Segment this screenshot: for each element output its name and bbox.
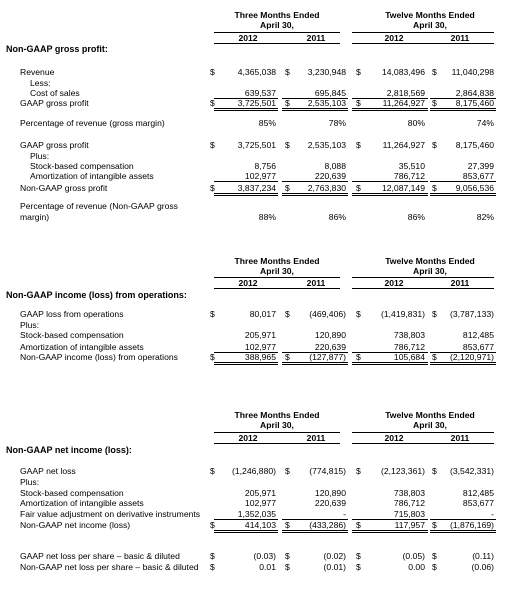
row-label: Plus: (20, 477, 40, 487)
row-label: margin) (20, 212, 50, 222)
header-rule (214, 443, 340, 444)
cell-value: (0.01) (323, 562, 346, 572)
cell-value: (3,542,331) (450, 466, 494, 476)
cell-value: 205,971 (244, 488, 276, 498)
cell-value: 86% (407, 212, 425, 222)
year-2012-header: 2012 (238, 278, 258, 288)
currency-symbol: $ (356, 551, 361, 561)
cell-value: 117,957 (394, 520, 425, 530)
currency-symbol: $ (285, 551, 290, 561)
row-label: Stock-based compensation (20, 488, 124, 498)
row-label: Percentage of revenue (Non-GAAP gross (20, 201, 178, 211)
row-label: GAAP loss from operations (20, 309, 124, 319)
currency-symbol: $ (285, 67, 290, 77)
row-label: Stock-based compensation (20, 330, 124, 340)
total-double-rule (214, 530, 278, 533)
row-label: Plus: (20, 320, 40, 330)
total-double-rule (430, 530, 496, 533)
cell-value: 11,264,927 (382, 98, 425, 108)
cell-value: 2,763,830 (307, 183, 346, 193)
row-label: GAAP gross profit (20, 98, 89, 108)
cell-value: 78% (328, 118, 346, 128)
currency-symbol: $ (210, 309, 215, 319)
year-2012-header: 2012 (384, 278, 404, 288)
header-rule (214, 43, 340, 44)
cell-value: - (491, 509, 494, 519)
currency-symbol: $ (432, 309, 437, 319)
cell-value: 8,756 (254, 161, 276, 171)
currency-symbol: $ (356, 562, 361, 572)
year-2011-header: 2011 (450, 278, 470, 288)
twelve-months-header: Twelve Months Ended April 30, (385, 256, 475, 276)
cell-value: 414,103 (244, 520, 276, 530)
cell-value: 8,175,460 (455, 140, 494, 150)
total-double-rule (282, 530, 348, 533)
currency-symbol: $ (356, 183, 361, 193)
currency-symbol: $ (432, 352, 437, 362)
row-label: Non-GAAP income (loss) from operations (20, 352, 178, 362)
currency-symbol: $ (285, 520, 290, 530)
currency-symbol: $ (432, 140, 437, 150)
cell-value: 812,485 (462, 330, 494, 340)
row-label: Percentage of revenue (gross margin) (20, 118, 165, 128)
table-row (0, 309, 506, 320)
cell-value: (0.05) (402, 551, 425, 561)
total-double-rule (282, 108, 348, 111)
cell-value: (2,120,971) (450, 352, 494, 362)
cell-value: 102,977 (244, 171, 276, 181)
three-months-header: Three Months Ended April 30, (234, 410, 320, 430)
cell-value: 3,230,948 (307, 67, 346, 77)
total-double-rule (282, 193, 348, 196)
cell-value: (1,876,169) (450, 520, 494, 530)
cell-value: 738,803 (393, 488, 425, 498)
header-rule (352, 43, 494, 44)
currency-symbol: $ (210, 520, 215, 530)
year-2012-header: 2012 (384, 33, 404, 43)
cell-value: (127,877) (309, 352, 346, 362)
row-label: GAAP net loss per share – basic & diluted (20, 551, 180, 561)
cell-value: 786,712 (393, 171, 425, 181)
cell-value: 9,056,536 (455, 183, 494, 193)
total-double-rule (352, 108, 428, 111)
cell-value: 3,725,501 (237, 140, 276, 150)
year-rule (352, 432, 494, 433)
currency-symbol: $ (210, 67, 215, 77)
cell-value: 102,977 (244, 342, 276, 352)
row-label: Non-GAAP gross profit (20, 183, 108, 193)
year-2011-header: 2011 (306, 278, 326, 288)
row-label: Cost of sales (30, 88, 80, 98)
currency-symbol: $ (432, 562, 437, 572)
cell-value: 74% (476, 118, 494, 128)
cell-value: (0.03) (253, 551, 276, 561)
cell-value: (0.06) (471, 562, 494, 572)
currency-symbol: $ (432, 183, 437, 193)
currency-symbol: $ (285, 352, 290, 362)
currency-symbol: $ (285, 140, 290, 150)
cell-value: (1,246,880) (232, 466, 276, 476)
total-double-rule (214, 362, 278, 365)
three-months-header: Three Months Ended April 30, (234, 10, 320, 30)
header-rule (352, 443, 494, 444)
twelve-months-header: Twelve Months Ended April 30, (385, 410, 475, 430)
total-double-rule (430, 362, 496, 365)
cell-value: 102,977 (244, 498, 276, 508)
currency-symbol: $ (210, 140, 215, 150)
cell-value: 738,803 (393, 330, 425, 340)
year-rule (214, 32, 340, 33)
year-rule (214, 432, 340, 433)
year-rule (214, 277, 340, 278)
cell-value: 14,083,496 (381, 67, 425, 77)
cell-value: 205,971 (244, 330, 276, 340)
row-label: Fair value adjustment on derivative instruments (20, 509, 201, 519)
currency-symbol: $ (432, 466, 437, 476)
cell-value: 812,485 (462, 488, 494, 498)
currency-symbol: $ (432, 67, 437, 77)
cell-value: 11,264,927 (382, 140, 425, 150)
currency-symbol: $ (285, 309, 290, 319)
table-row (0, 140, 506, 151)
cell-value: 2,864,838 (455, 88, 494, 98)
currency-symbol: $ (356, 67, 361, 77)
table-row (0, 118, 506, 129)
cell-value: 120,890 (314, 488, 346, 498)
total-double-rule (214, 108, 278, 111)
currency-symbol: $ (356, 466, 361, 476)
total-double-rule (282, 362, 348, 365)
cell-value: 11,040,298 (451, 67, 494, 77)
currency-symbol: $ (356, 352, 361, 362)
row-label: Less: (30, 78, 51, 88)
table-row (0, 477, 506, 488)
table-row (0, 201, 506, 212)
row-label: Plus: (30, 151, 50, 161)
year-rule (352, 32, 494, 33)
year-2011-header: 2011 (450, 33, 470, 43)
cell-value: 82% (476, 212, 494, 222)
cell-value: (433,286) (309, 520, 346, 530)
currency-symbol: $ (432, 98, 437, 108)
year-2011-header: 2011 (306, 33, 326, 43)
header-rule (352, 288, 494, 289)
row-label: Non-GAAP net income (loss) (20, 520, 131, 530)
currency-symbol: $ (285, 466, 290, 476)
cell-value: (0.02) (323, 551, 346, 561)
currency-symbol: $ (210, 466, 215, 476)
currency-symbol: $ (356, 309, 361, 319)
currency-symbol: $ (285, 562, 290, 572)
currency-symbol: $ (432, 551, 437, 561)
cell-value: 220,639 (314, 171, 346, 181)
currency-symbol: $ (356, 140, 361, 150)
cell-value: 853,677 (462, 498, 494, 508)
currency-symbol: $ (210, 551, 215, 561)
cell-value: 695,845 (314, 88, 346, 98)
total-double-rule (214, 193, 278, 196)
section-title: Non-GAAP gross profit: (6, 44, 108, 54)
cell-value: 80,017 (249, 309, 276, 319)
cell-value: 786,712 (393, 498, 425, 508)
cell-value: (469,406) (309, 309, 346, 319)
table-row (0, 212, 506, 223)
table-row (0, 330, 506, 341)
cell-value: 2,818,569 (386, 88, 425, 98)
table-row (0, 466, 506, 477)
section-title: Non-GAAP income (loss) from operations: (6, 290, 187, 300)
section-title: Non-GAAP net income (loss): (6, 445, 132, 455)
currency-symbol: $ (432, 520, 437, 530)
year-2011-header: 2011 (450, 433, 470, 443)
cell-value: 1,352,035 (237, 509, 276, 519)
three-months-header: Three Months Ended April 30, (234, 256, 320, 276)
cell-value: 220,639 (314, 342, 346, 352)
subtotal-rule (352, 181, 428, 182)
currency-symbol: $ (356, 98, 361, 108)
row-label: Revenue (20, 67, 55, 77)
cell-value: 0.00 (408, 562, 425, 572)
twelve-months-header: Twelve Months Ended April 30, (385, 10, 475, 30)
currency-symbol: $ (356, 520, 361, 530)
table-row (0, 562, 506, 573)
currency-symbol: $ (210, 98, 215, 108)
cell-value: 0.01 (259, 562, 276, 572)
cell-value: 105,684 (393, 352, 425, 362)
cell-value: 88% (258, 212, 276, 222)
cell-value: 388,965 (244, 352, 276, 362)
currency-symbol: $ (285, 98, 290, 108)
year-rule (352, 277, 494, 278)
year-2012-header: 2012 (238, 433, 258, 443)
currency-symbol: $ (210, 183, 215, 193)
row-label: GAAP net loss (20, 466, 76, 476)
table-row (0, 551, 506, 562)
table-row (0, 498, 506, 509)
total-double-rule (430, 108, 496, 111)
cell-value: (1,419,831) (381, 309, 425, 319)
year-2012-header: 2012 (384, 433, 404, 443)
cell-value: 3,725,501 (237, 98, 276, 108)
cell-value: 8,175,460 (455, 98, 494, 108)
subtotal-rule (282, 181, 348, 182)
row-label: Amortization of intangible assets (30, 171, 154, 181)
cell-value: - (343, 509, 346, 519)
row-label: Amortization of intangible assets (20, 498, 144, 508)
cell-value: (3,787,133) (450, 309, 494, 319)
row-label: Amortization of intangible assets (20, 342, 144, 352)
subtotal-rule (430, 181, 496, 182)
cell-value: 4,365,038 (237, 67, 276, 77)
currency-symbol: $ (210, 352, 215, 362)
cell-value: (2,123,361) (381, 466, 425, 476)
cell-value: 3,837,234 (237, 183, 276, 193)
header-rule (214, 288, 340, 289)
year-2011-header: 2011 (306, 433, 326, 443)
cell-value: (774,815) (309, 466, 346, 476)
total-double-rule (430, 193, 496, 196)
row-label: GAAP gross profit (20, 140, 89, 150)
cell-value: 12,087,149 (381, 183, 425, 193)
subtotal-rule (214, 181, 278, 182)
total-double-rule (352, 530, 428, 533)
cell-value: 853,677 (462, 171, 494, 181)
cell-value: 2,535,103 (307, 140, 346, 150)
row-label: Non-GAAP net loss per share – basic & diluted (20, 562, 199, 572)
cell-value: 786,712 (393, 342, 425, 352)
year-2012-header: 2012 (238, 33, 258, 43)
cell-value: 639,537 (244, 88, 276, 98)
cell-value: 85% (258, 118, 276, 128)
total-double-rule (352, 193, 428, 196)
currency-symbol: $ (210, 562, 215, 572)
row-label: Stock-based compensation (30, 161, 134, 171)
cell-value: 8,088 (324, 161, 346, 171)
currency-symbol: $ (285, 183, 290, 193)
total-double-rule (352, 362, 428, 365)
cell-value: 35,510 (398, 161, 425, 171)
cell-value: 120,890 (314, 330, 346, 340)
cell-value: (0.11) (472, 551, 494, 561)
cell-value: 715,803 (393, 509, 425, 519)
table-row (0, 67, 506, 78)
cell-value: 27,399 (467, 161, 494, 171)
cell-value: 853,677 (462, 342, 494, 352)
cell-value: 80% (407, 118, 425, 128)
cell-value: 220,639 (314, 498, 346, 508)
cell-value: 86% (328, 212, 346, 222)
cell-value: 2,535,103 (307, 98, 346, 108)
